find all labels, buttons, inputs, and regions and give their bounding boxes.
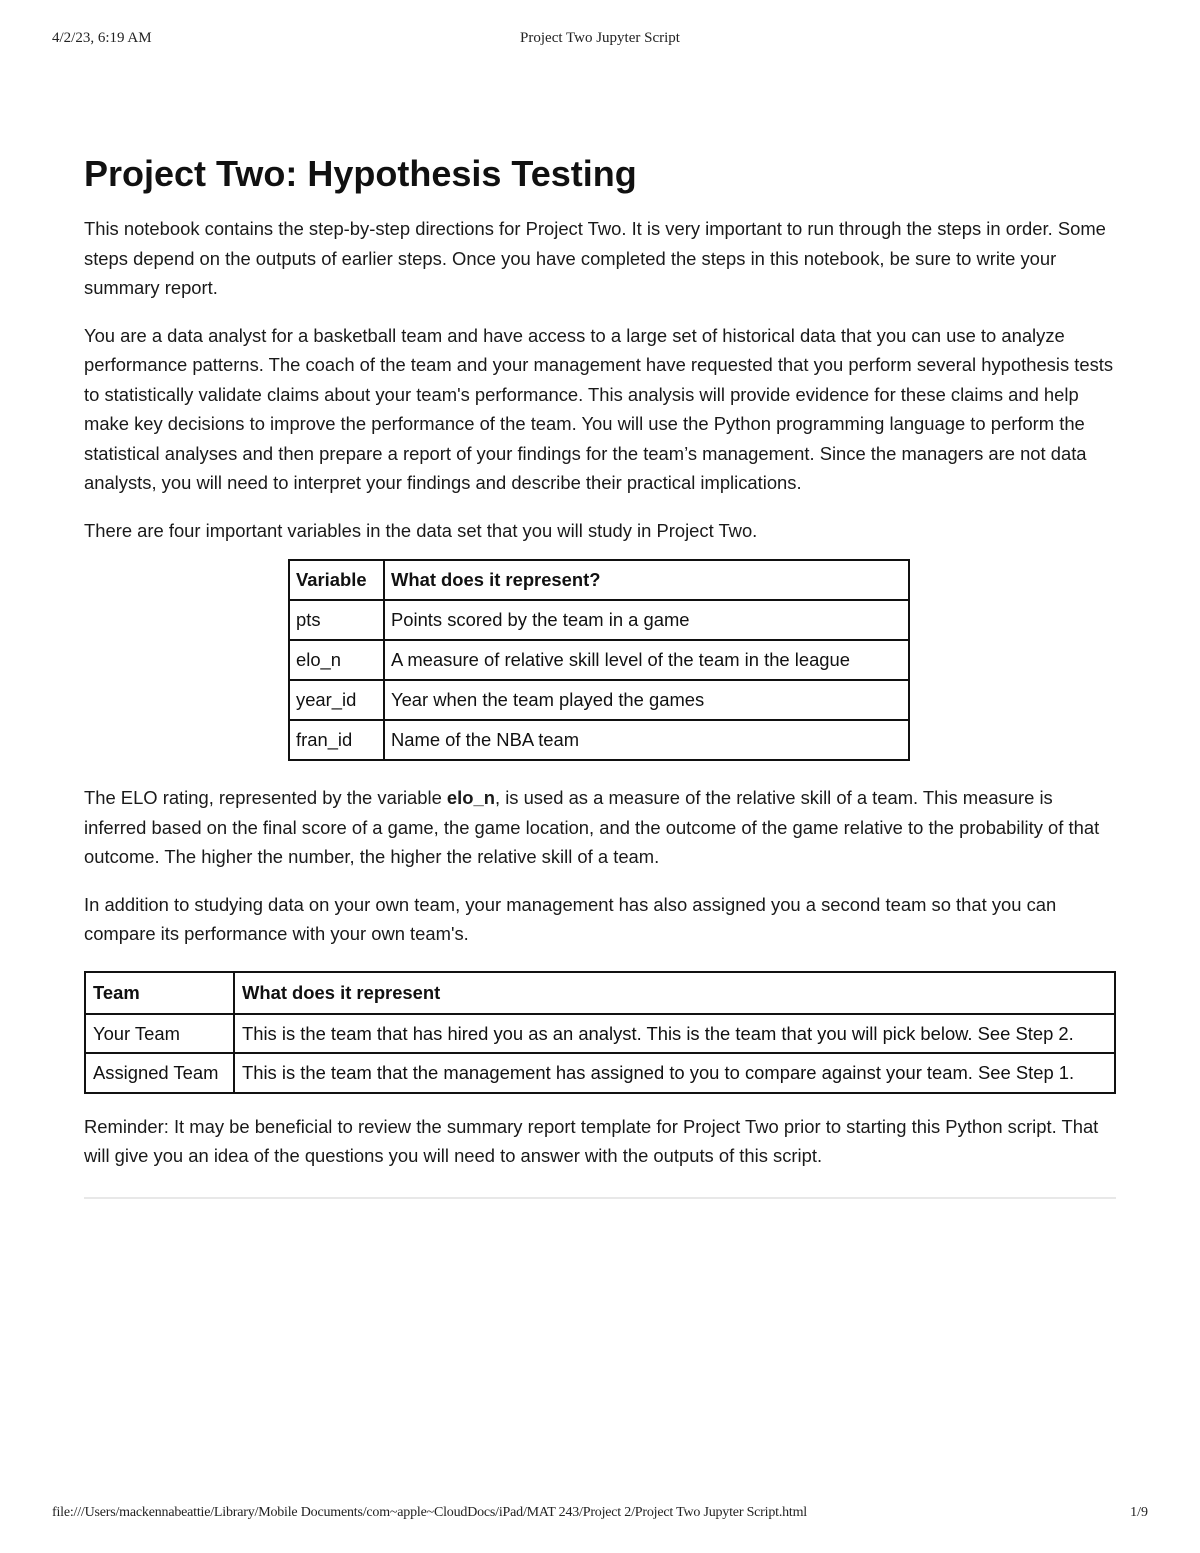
table-row [289, 720, 909, 760]
reminder-paragraph: Reminder: It may be beneficial to review the summary report template for Project Two prior to starting this Python script. That will give you an idea of the questions you will need to answer with the outputs of this script. [84, 1115, 1099, 1166]
table-cell: This is the team that the management has assigned to you to compare against your team. See Step 1. [234, 1053, 1115, 1093]
table-row [289, 640, 909, 680]
elo-variable-name: elo_n [446, 787, 495, 808]
table-header-row [289, 560, 909, 600]
page-title: Project Two: Hypothesis Testing [84, 153, 637, 194]
table-row [85, 1014, 1115, 1054]
print-page-number: 1/9 [1130, 1505, 1148, 1520]
variables-intro-paragraph: There are four important variables in the data set that you will study in Project Two. [84, 519, 758, 541]
print-file-path: file:///Users/mackennabeattie/Library/Mobile Documents/com~apple~CloudDocs/iPad/MAT 243/Project 2/Project Two Jupyter Script.html [52, 1505, 807, 1520]
table-header-cell: Variable [289, 560, 384, 600]
table-cell: Assigned Team [85, 1053, 234, 1093]
elo-text-after: , is used as a measure of the relative skill of a team. This measure is inferred based on the final score of a game, the game location, and the outcome of the game relative to the probability of that outcome. The higher the number, the higher the relative skill of a team. [84, 787, 1100, 867]
context-paragraph: You are a data analyst for a basketball team and have access to a large set of historical data that you can use to analyze performance patterns. The coach of the team and your management have requested that you perform several hypothesis tests to statistically validate claims about your team's performance. This analysis will provide evidence for these claims and help make key decisions to improve the performance of the team. You will use the Python programming language to perform the statistical analyses and then prepare a report of your findings for the team’s management. Since the managers are not data analysts, you will need to interpret your findings and describe their practical implications. [84, 324, 1114, 493]
table-header-cell: What does it represent? [384, 560, 909, 600]
print-doc-title: Project Two Jupyter Script [520, 30, 680, 46]
table-cell: Year when the team played the games [384, 680, 909, 720]
table-cell: year_id [289, 680, 384, 720]
table-row [289, 680, 909, 720]
section-divider [84, 1197, 1116, 1199]
table-cell: Name of the NBA team [384, 720, 909, 760]
table-header-cell: What does it represent [234, 972, 1115, 1014]
table-row [289, 600, 909, 640]
table-cell: A measure of relative skill level of the team in the league [384, 640, 909, 680]
table-row [85, 1053, 1115, 1093]
elo-paragraph [84, 783, 1116, 872]
table-cell: Points scored by the team in a game [384, 600, 909, 640]
print-datetime: 4/2/23, 6:19 AM [52, 30, 152, 46]
table-cell: fran_id [289, 720, 384, 760]
table-header-row [85, 972, 1115, 1014]
table-cell: This is the team that has hired you as an analyst. This is the team that you will pick below. See Step 2. [234, 1014, 1115, 1054]
table-cell: pts [289, 600, 384, 640]
elo-text-before: The ELO rating, represented by the variable [84, 787, 447, 808]
notebook-content [84, 150, 1116, 1199]
print-footer [52, 1505, 1148, 1525]
intro-paragraph: This notebook contains the step-by-step directions for Project Two. It is very important to run through the steps in order. Some steps depend on the outputs of earlier steps. Once you have completed the steps in this notebook, be sure to write your summary report. [84, 218, 1106, 298]
table-cell: Your Team [85, 1014, 234, 1054]
table-cell: elo_n [289, 640, 384, 680]
table-header-cell: Team [85, 972, 234, 1014]
teams-table [84, 971, 1116, 1094]
second-team-paragraph: In addition to studying data on your own team, your management has also assigned you a second team so that you can compare its performance with your own team's. [84, 893, 1057, 944]
print-header [52, 30, 1148, 50]
variables-table [288, 559, 910, 761]
